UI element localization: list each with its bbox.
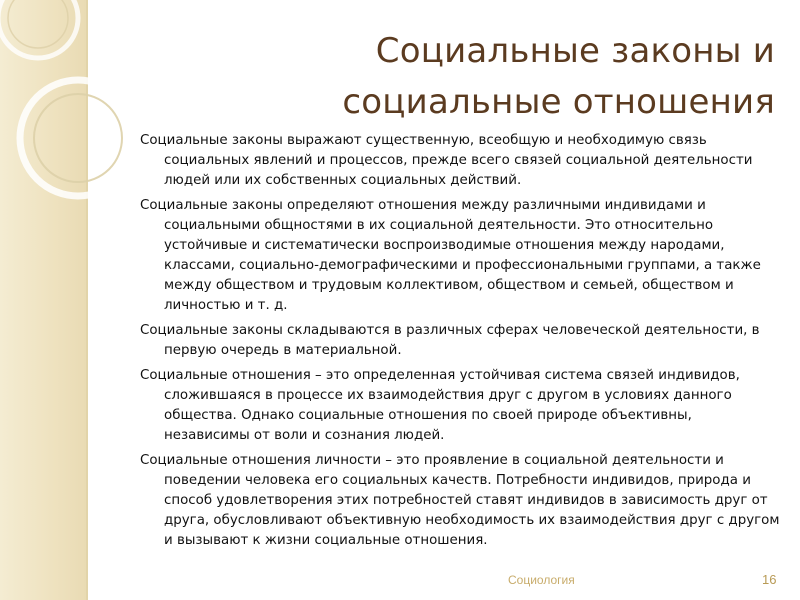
page-title [200,26,775,128]
paragraph: Социальные законы выражают существенную, всеобщую и необходимую связь социальных явлений и процессов, прежде всего связей социальной деятельности людей или их собственных социальных действий. [140,133,753,188]
footer-label: Социология [508,573,575,587]
paragraph: Социальные законы определяют отношения между различными индивидами и социальными общностями в их социальной деятельности. Это относительно устойчивые и систематически воспроизводимые отношения между народами, классами, социально-демографическими и профессиональными группами, а также между обществом и трудовым коллективом, обществом и семьей, обществом и личностью и т. д. [140,198,761,313]
concentric-rings-decoration [0,0,140,240]
page-title-line-1: Социальные законы и [375,31,775,71]
paragraph: Социальные отношения – это определенная устойчивая система связей индивидов, сложившаяся в процессе их взаимодействия друг с другом в условиях данного общества. Однако социальные отношения по своей природе объективны, независимы от воли и сознания людей. [140,368,740,443]
paragraph: Социальные отношения личности – это проявление в социальной деятельности и поведении человека его социальных качеств. Потребности индивидов, природа и способ удовлетворения этих потребностей ставят индивидов в зависимость друг от друга, обусловливают объективную необходимость их взаимодействия друг с другом и вызывают к жизни социальные отношения. [140,453,780,548]
page-number: 16 [762,572,777,587]
page-title-line-2: социальные отношения [342,82,775,122]
paragraph: Социальные законы складываются в различных сферах человеческой деятельности, в первую очередь в материальной. [140,323,760,358]
slide-body [140,131,780,556]
